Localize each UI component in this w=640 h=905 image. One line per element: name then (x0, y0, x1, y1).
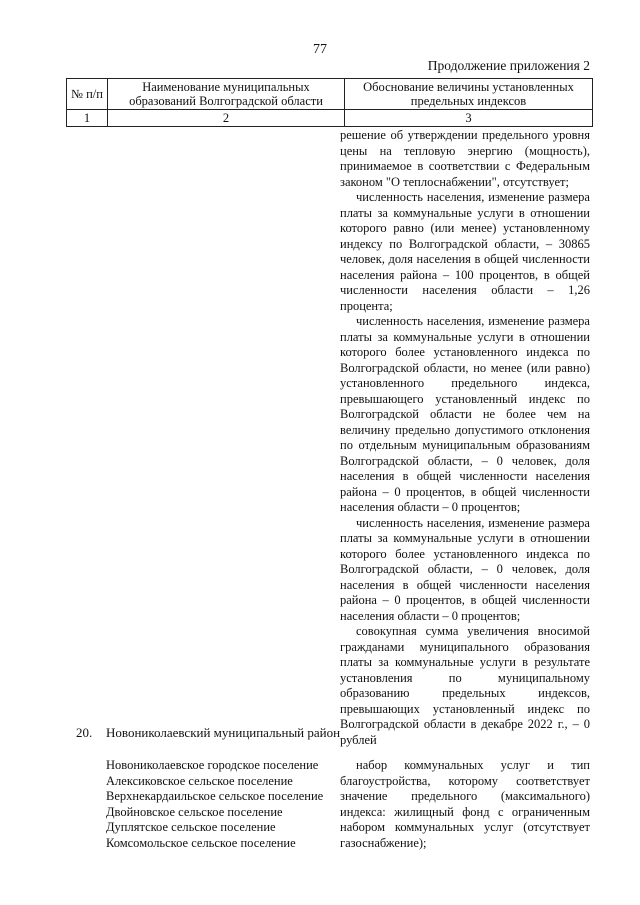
paragraph: численность населения, изменение размера платы за коммунальные услуги в отношении которого равно (или менее) установленному индексу по Волгоградской области, – 30865 человек, доля населения в общей численности населения района – 100 процентов, в общей численности населения области – 1,26 процента; (340, 190, 590, 313)
row-number: 20. (76, 725, 93, 740)
paragraph: решение об утверждении предельного уровня цены на тепловую энергию (мощность), принимаемое в соответствии с Федеральным законом "О теплоснабжении", отсутствует; (340, 128, 590, 189)
list-item: Дуплятское сельское поселение (106, 820, 276, 834)
header-col-number: № п/п (67, 79, 108, 110)
settlement-list (106, 758, 323, 851)
list-item: Комсомольское сельское поселение (106, 835, 296, 850)
paragraph: набор коммунальных услуг и тип благоустройства, которому соответствует значение предельного (максимального) индекса: жилищный фонд с ограниченным набором коммунальных услуг (отсутствует газоснабжение); (340, 758, 590, 850)
header-num-2: 2 (108, 110, 345, 127)
basis-text-top (340, 128, 590, 748)
paragraph: совокупная сумма увеличения вносимой гражданами муниципального образования платы за коммунальные услуги в результате установления по муниципальному образованию предельных индексов, превышающих установленный индекс по Волгоградской области в декабре 2022 г., – 0 рублей (340, 624, 590, 747)
list-item: Двойновское сельское поселение (106, 804, 283, 819)
district-name: Новониколаевский муниципальный район (106, 725, 341, 740)
header-num-1: 1 (67, 110, 108, 127)
paragraph: численность населения, изменение размера платы за коммунальные услуги в отношении которого более установленного индекса по Волгоградской области, но менее (или равно) установленного предельного индекса, превышающего установленный индекс по Волгоградской области не более чем на величину предельно допустимого отклонения по отдельным муниципальным образованиям Волгоградской области, – 0 человек, доля населения в общей численности населения района – 0 процентов, в общей численности населения области – 0 процентов; (340, 314, 590, 514)
header-col-basis: Обоснование величины установленных предельных индексов (345, 79, 593, 110)
basis-text-row20 (340, 758, 590, 851)
table-header (66, 78, 593, 127)
page-number: 77 (313, 42, 327, 57)
header-col-name: Наименование муниципальных образований Волгоградской области (108, 79, 345, 110)
list-item: Верхнекардаильское сельское поселение (106, 789, 324, 803)
paragraph: численность населения, изменение размера платы за коммунальные услуги в отношении которого более установленного индекса по Волгоградской области, – 0 человек, доля населения в общей численности населения района – 0 процентов, в общей численности населения области – 0 процентов; (340, 515, 590, 623)
list-item: Новониколаевское городское поселение (106, 758, 319, 772)
header-num-3: 3 (345, 110, 593, 127)
list-item: Алексиковское сельское поселение (106, 773, 293, 788)
continuation-label: Продолжение приложения 2 (427, 58, 590, 73)
